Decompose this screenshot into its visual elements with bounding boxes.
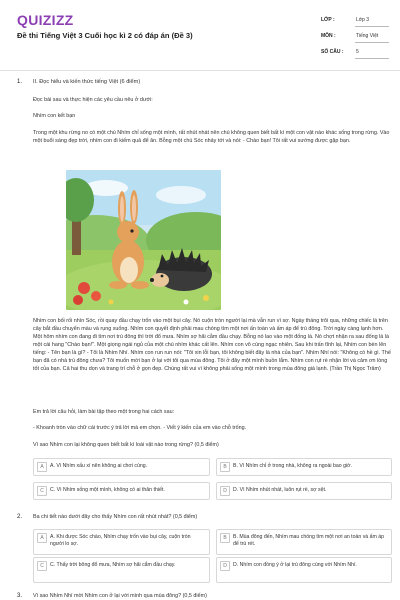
q1-option-c[interactable] xyxy=(33,482,210,500)
option-text: A. Khi được Sóc chào, Nhím chạy trốn vào bụi cây, cuộn tròn người lo sợ. xyxy=(50,534,191,547)
q1-option-b[interactable] xyxy=(216,458,392,476)
option-letter: D xyxy=(220,486,230,496)
meta-count-label: SỐ CÂU : xyxy=(321,49,344,55)
q2-option-c[interactable] xyxy=(33,557,210,583)
meta-count xyxy=(321,46,391,62)
q1-option-d[interactable] xyxy=(216,482,392,500)
option-text: C. Vì Nhím sống một mình, không có ai thân thiết. xyxy=(50,487,165,493)
question-1-number: 1. xyxy=(17,79,23,85)
option-text: A. Vì Nhím xấu xí nên không ai chơi cùng. xyxy=(50,463,148,469)
meta-underline xyxy=(355,58,389,59)
meta-class xyxy=(321,14,391,30)
reading-instruction: Đọc bài sau và thực hiện các yêu cầu nêu ở dưới: xyxy=(33,97,153,103)
option-text: B. Mùa đông đến, Nhím mau chóng tìm một nơi an toàn và ấm áp để trú rét. xyxy=(233,534,385,547)
story-title: Nhím con kết bạn xyxy=(33,113,76,119)
answer-instruction: Em trả lời câu hỏi, làm bài tập theo một trong hai cách sau: xyxy=(33,409,175,415)
q2-option-a[interactable] xyxy=(33,529,210,555)
meta-class-value: Lớp 3 xyxy=(356,17,370,23)
story-paragraph-2: Nhím con bối rối nhìn Sóc, rồi quay đầu chạy trốn vào một bụi cây. Nó cuộn tròn người lại mà vẫn run vì sợ. Ngày tháng trôi qua, những chiếc lá trên cây bắt đầu chuyển màu và rụng xuống. Nhím con quyết định phải mau chóng tìm một nơi ấn toàn và ấm áp để trú đông. Trời ngày càng lạnh hơn. Một hôm nhím con đang đi tìm nơi trú đông thì trời đổ mưa. Nhím sợ hãi cằm đầu chạy. Bỗng nó lao vào một đống lá. Nó chợt nhận ra sau đống lá là một cái hang "Chào bạn!". Một giọng ngái ngủ của một chú nhím khác cất lên. Nhím con vô cùng ngạc nhiên. Sau khi trấn tĩnh lại, Nhím con bèn lên tiếng: - Tên bạn là gì? - Tôi là Nhím Nhí. Nhím con run run nói: "Tôi xin lỗi bạn, tôi không biết đây là nhà của bạn". Nhím Nhí nói: "Không có hề gì. Thế bạn đã có nhà trú đông chưa? Tôi muốn mời bạn ở lại với tôi qua mùa đông. Tôi ở đây một mình buồn lắm. Nhím con rụt rè nhận lời và cảm ơn lòng tốt của bạn. Cả hai thu dọn và trang trí chỗ ở gọn đẹp. Chúng rất vui vì không phải sống một mình trong mùa đông giá lạnh. (Trần Thị Ngọc Trâm) xyxy=(33,318,391,372)
option-letter: B xyxy=(220,533,230,543)
worksheet-header xyxy=(0,0,400,70)
answer-methods: - Khoanh tròn vào chữ cái trước ý trả lời mà em chọn. - Viết ý kiến của em vào chỗ trống. xyxy=(33,425,247,431)
option-letter: C xyxy=(37,486,47,496)
meta-class-label: LỚP : xyxy=(321,17,335,23)
option-letter: A xyxy=(37,462,47,472)
q2-option-d[interactable] xyxy=(216,557,392,583)
meta-subject xyxy=(321,30,391,46)
option-text: D. Nhím con đồng ý ở lại trú đông cùng với Nhím Nhí. xyxy=(233,562,357,568)
meta-underline xyxy=(355,26,389,27)
q1-option-a[interactable] xyxy=(33,458,210,476)
question-3-number: 3. xyxy=(17,593,23,599)
meta-underline xyxy=(355,42,389,43)
option-text: C. Thấy trời bông đổ mưa, Nhím sợ hãi cắm đầu chạy. xyxy=(50,562,176,568)
question-3-text: Vì sao Nhím Nhí mời Nhím con ở lại với mình qua mùa đông? (0,5 điểm) xyxy=(33,593,207,599)
option-text: B. Vì Nhím chỉ ở trong nhà, không ra ngoài bao giờ. xyxy=(233,463,352,469)
story-paragraph-1: Trong một khu rừng no có một chú Nhím chỉ sống một mình, rất nhút nhát nên chú không quen biết bất kì một con vật nào khác sống trong rừng. Vào một buổi sáng đẹp trời, nhím con đi kiếm quả để ăn. Bỗng một chú Sóc nhảy tới và nói: - Chào bạn! Tôi rất vui sướng được gặp bạn. xyxy=(33,130,390,144)
option-text: D. Vì Nhím nhút nhát, luôn rụt rè, sợ sệt. xyxy=(233,487,327,493)
option-letter: A xyxy=(37,533,47,543)
quizizz-logo: QUIZIZZ xyxy=(17,12,74,28)
header-divider xyxy=(0,70,400,71)
question-2-text: Ba chi tiết nào dưới đây cho thấy Nhím con rất nhút nhát? (0,5 điểm) xyxy=(33,514,198,520)
worksheet-meta xyxy=(321,14,391,62)
meta-subject-value: Tiếng Việt xyxy=(356,33,379,39)
question-2-number: 2. xyxy=(17,514,23,520)
question-1-text: Vì sao Nhím con lại không quen biết bất kì loài vật nào trong rừng? (0,5 điểm) xyxy=(33,442,219,448)
section-heading: II. Đọc hiểu và kiến thức tiếng Việt (6 điểm) xyxy=(33,79,141,85)
q2-option-b[interactable] xyxy=(216,529,392,555)
story-illustration xyxy=(66,170,221,310)
option-letter: B xyxy=(220,462,230,472)
meta-subject-label: MÔN : xyxy=(321,33,336,39)
option-letter: C xyxy=(37,561,47,571)
meta-count-value: 5 xyxy=(356,49,359,55)
option-letter: D xyxy=(220,561,230,571)
worksheet-title: Đề thi Tiếng Việt 3 Cuối học kì 2 có đáp án (Đề 3) xyxy=(17,31,193,40)
